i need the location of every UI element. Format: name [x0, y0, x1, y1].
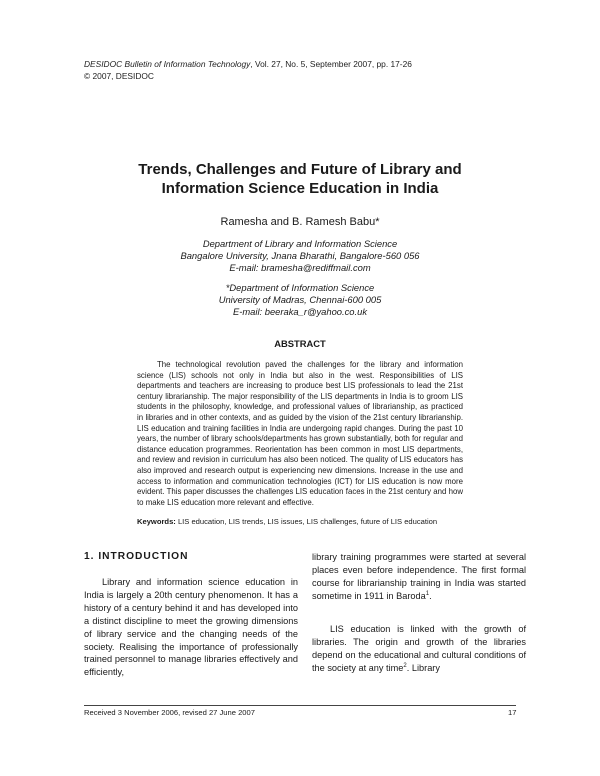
reference-2: 2 — [403, 662, 407, 669]
intro-right-paragraph-1-text: library training programmes were started at several places even before independence. The first formal course for librarianship training in India was started sometime in 1911 in Baroda — [312, 552, 526, 601]
intro-right-paragraph-2-end: . Library — [406, 662, 440, 673]
intro-left-paragraph: Library and information science education in India is largely a 20th century phenomenon. It has a history of a century behind it and has developed into a distinct discipline to meet the growing dimensions of library service and the changing needs of the society. Realising the importance of professionally trained personnel to manage libraries effectively and efficiently, — [84, 577, 298, 678]
title-line-1: Trends, Challenges and Future of Library and — [138, 161, 462, 178]
journal-name: DESIDOC Bulletin of Information Technology — [84, 59, 251, 69]
intro-right-paragraph-1 — [312, 551, 526, 603]
abstract-heading: ABSTRACT — [274, 338, 326, 349]
copyright-line: © 2007, DESIDOC — [84, 71, 154, 81]
affiliation-2-dept: *Department of Information Science — [225, 282, 375, 293]
affiliation-2-univ: University of Madras, Chennai-600 005 — [218, 294, 382, 305]
intro-right-paragraph-2 — [312, 623, 526, 675]
intro-right-paragraph-2-text: LIS education is linked with the growth of libraries. The origin and growth of the libraries depend on the educational and cultural conditions of the society at any time — [312, 624, 526, 673]
reference-1: 1 — [425, 590, 430, 597]
affiliation-1-dept: Department of Library and Information Science — [202, 238, 398, 249]
citation-line — [84, 58, 412, 70]
title-line-2: Information Science Education in India — [161, 180, 439, 197]
affiliation-1-email: E-mail: bramesha@rediffmail.com — [229, 262, 371, 273]
journal-header — [84, 58, 412, 82]
keywords-list: LIS education, LIS trends, LIS issues, LIS challenges, future of LIS education — [175, 517, 438, 526]
footer-rule — [84, 705, 516, 706]
keywords-label: Keywords: — [137, 517, 176, 526]
section-heading: 1. INTRODUCTION — [84, 551, 189, 562]
paper-title — [60, 160, 540, 198]
abstract-text: The technological revolution paved the challenges for the library and information science (LIS) schools not only in India but also in the west. Responsibilities of LIS departments and teachers are increasing to produce best LIS professionals to lead the 21st century librarianship. The major responsibility of the LIS departments in India is to groom LIS students in the philosophy, knowledge, and professional values of librarianship, as practiced in libraries and in other contexts, and as guided by the vision of the 21st century librarianship. LIS education and training facilities in India are undergoing rapid changes. During the past 10 years, the number of library schools/departments has grown substantially, both for regular and distance education programmes. Reorientation has been common in most LIS departments, and review and revision in curriculum has also been noticed. The quality of LIS educators has also improved and research output is experiencing new dimensions. Increase in the use and access to information and communication technologies (ICT) for LIS education is now more evident. This paper discusses the challenges LIS education faces in the 21st century and how to make LIS education more relevant and effective. — [137, 360, 463, 507]
affiliation-2-email: E-mail: beeraka_r@yahoo.co.uk — [232, 306, 368, 317]
authors: Ramesha and B. Ramesh Babu* — [220, 216, 380, 228]
affiliation-2 — [60, 282, 540, 318]
page-number: 17 — [508, 708, 517, 717]
keywords — [137, 517, 477, 527]
affiliation-1-univ: Bangalore University, Jnana Bharathi, Bangalore-560 056 — [180, 250, 420, 261]
issue-details: , Vol. 27, No. 5, September 2007, pp. 17-26 — [250, 59, 412, 69]
intro-right-paragraph-1-end: . — [429, 590, 432, 601]
affiliation-1 — [60, 238, 540, 274]
received-date: Received 3 November 2006, revised 27 June 2007 — [84, 708, 255, 717]
